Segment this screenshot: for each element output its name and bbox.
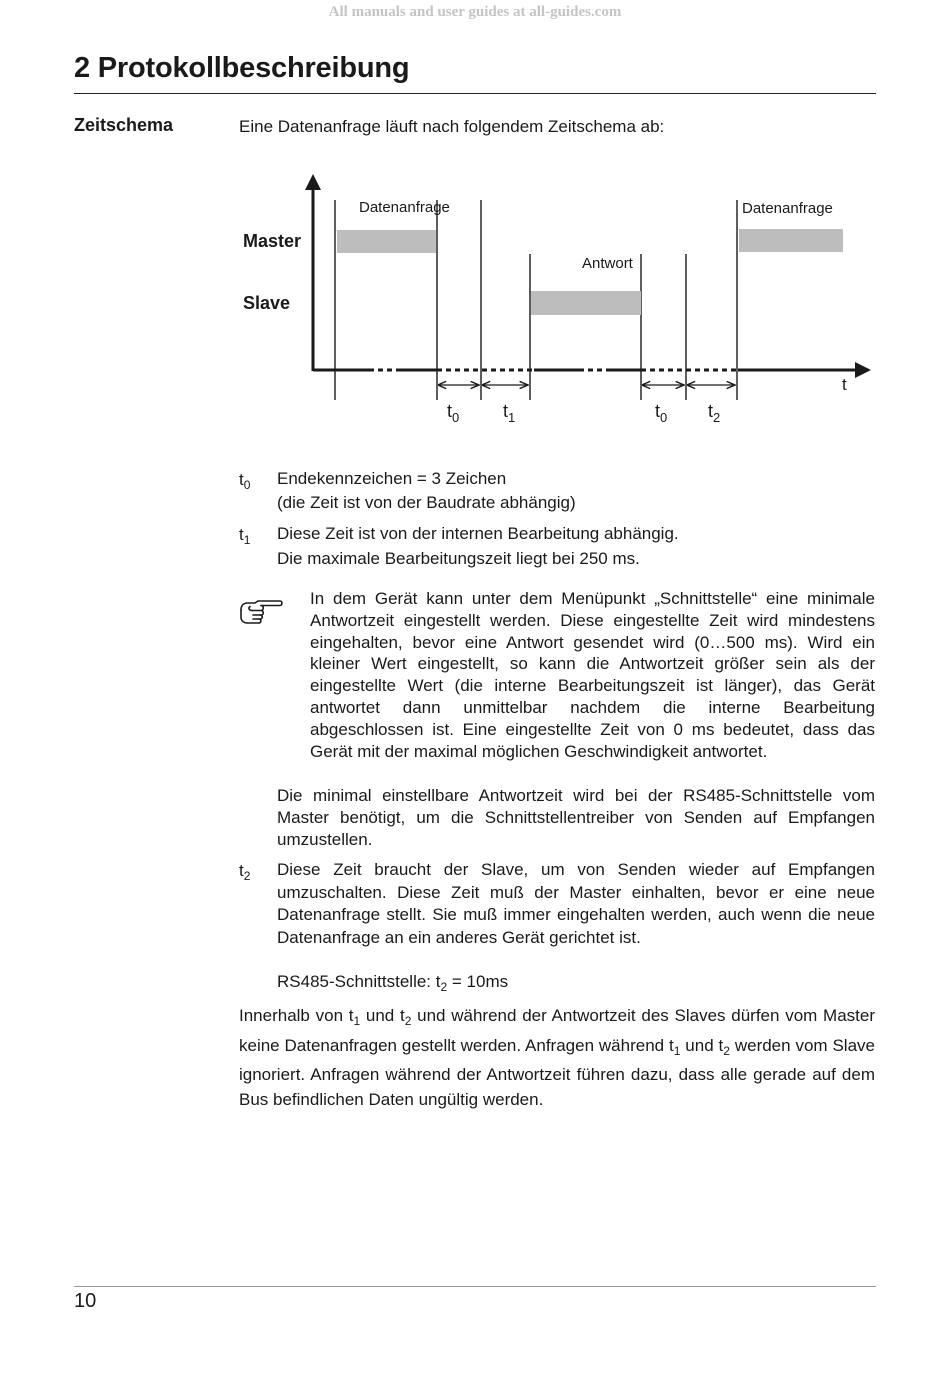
- chapter-title: 2 Protokollbeschreibung: [74, 52, 410, 84]
- slave-answer-bar: [531, 291, 641, 315]
- interval-label-t1: $t_1$: [503, 401, 516, 425]
- t0-description-2: (die Zeit ist von der Baudrate abhängig): [277, 493, 576, 512]
- watermark: All manuals and user guides at all-guides.com: [328, 4, 622, 20]
- intro-text: Eine Datenanfrage läuft nach folgendem Zeitschema ab:: [239, 117, 665, 136]
- t1-description-1: Diese Zeit ist von der internen Bearbeitung abhängig.: [277, 524, 679, 543]
- t2-description: Diese Zeit braucht der Slave, um von Senden wieder auf Empfangen umzuschalten. Diese Zeit muß der Master einhalten, bevor er eine neue Datenanfrage stellt. Sie muß immer eingehalten werden, auch wenn die neue Datenanfrage an ein anderes Gerät gerichtet ist.: [277, 860, 875, 948]
- symbol-t0: $t_0$: [239, 470, 251, 492]
- closing-paragraph: Innerhalb von $t_1$ und $t_2$ und während der Antwortzeit des Slaves dürfen vom Master keine Datenanfragen gestellt werden. Anfragen während $t_1$ und $t_2$ werden vom Slave ignoriert. Anfragen während der Antwortzeit führen dazu, dass alle gerade auf dem Bus befindlichen Daten ungültig werden.: [239, 1006, 875, 1109]
- footer-rule: [74, 1286, 876, 1287]
- rs485-spec: RS485-Schnittstelle: $t_2 = 10ms$: [277, 972, 509, 994]
- label-request-2: Datenanfrage: [742, 200, 833, 217]
- side-heading: Zeitschema: [74, 115, 174, 135]
- label-request-1: Datenanfrage: [359, 199, 450, 216]
- axis-label-t: t: [842, 375, 847, 394]
- master-request-bar-1: [337, 230, 436, 253]
- label-master: Master: [243, 231, 302, 251]
- label-slave: Slave: [243, 293, 291, 313]
- pointing-hand-icon: [238, 598, 284, 626]
- header-rule: [74, 93, 876, 94]
- timing-diagram: [239, 168, 879, 433]
- master-request-bar-2: [739, 229, 843, 252]
- x-axis-arrowhead: [855, 362, 871, 378]
- symbol-t2: $t_2$: [239, 861, 251, 883]
- y-axis-arrowhead: [305, 174, 321, 190]
- page-number: 10: [74, 1290, 97, 1312]
- interval-label-t2: $t_2$: [708, 401, 721, 425]
- label-answer: Antwort: [582, 255, 633, 272]
- interval-label-t0-a: $t_0$: [447, 401, 460, 425]
- interval-label-t0-b: $t_0$: [655, 401, 668, 425]
- t1-description-2: Die maximale Bearbeitungszeit liegt bei 250 ms.: [277, 549, 640, 568]
- symbol-t1: $t_1$: [239, 525, 251, 547]
- min-response-time-text: Die minimal einstellbare Antwortzeit wird bei der RS485-Schnittstelle vom Master benötigt, um die Schnittstellentreiber von Senden auf Empfangen umzustellen.: [277, 786, 875, 849]
- note-text: In dem Gerät kann unter dem Menüpunkt „Schnittstelle“ eine minimale Antwortzeit eingestellt werden. Diese eingestellte Zeit wird mindestens eingehalten, bevor eine Antwort gesendet wird (0…500 ms). Wird ein kleiner Wert eingestellt, so kann die Antwortzeit größer sein als der eingestellte Wert (die interne Bearbeitungszeit ist länger), das Gerät antwortet dann unmittelbar nachdem die interne Bearbeitung abgeschlossen ist. Eine eingestellte Zeit von 0 ms bedeutet, dass das Gerät mit der maximal möglichen Geschwindigkeit antwortet.: [310, 589, 875, 761]
- t0-description-1: Endekennzeichen = 3 Zeichen: [277, 469, 507, 488]
